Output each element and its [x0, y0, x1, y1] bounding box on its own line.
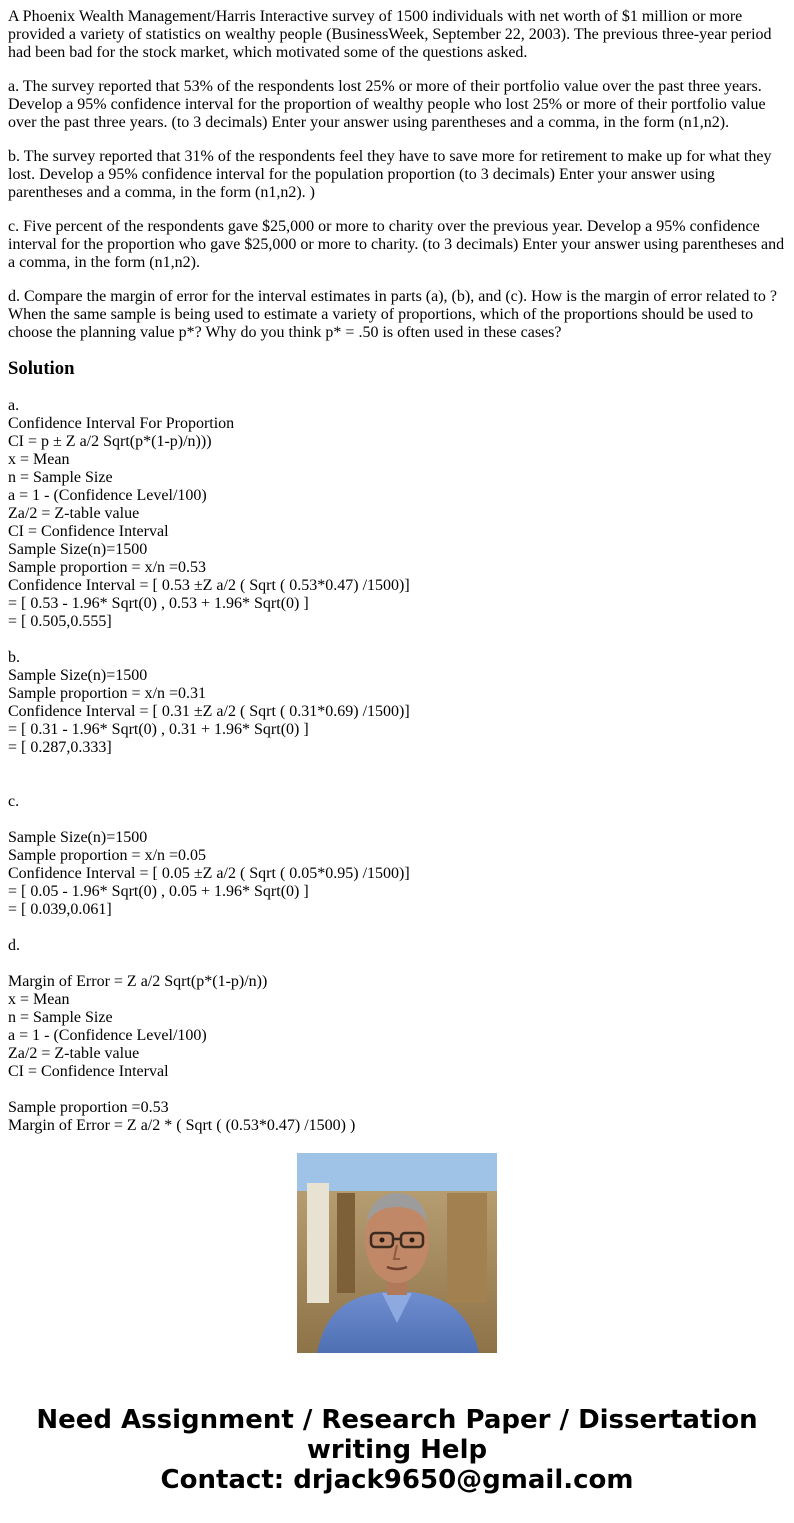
solution-line: = [ 0.05 - 1.96* Sqrt(0) , 0.05 + 1.96* Sqrt(0) ]	[8, 883, 309, 900]
solution-line: Confidence Interval = [ 0.05 ±Z a/2 ( Sqrt ( 0.05*0.95) /1500)]	[8, 865, 410, 882]
solution-line: Margin of Error = Z a/2 Sqrt(p*(1-p)/n))	[8, 973, 268, 990]
solution-line: a = 1 - (Confidence Level/100)	[8, 1027, 207, 1044]
solution-line	[8, 919, 786, 937]
solution-line: d.	[8, 937, 20, 954]
solution-line: Confidence Interval = [ 0.31 ±Z a/2 ( Sqrt ( 0.31*0.69) /1500)]	[8, 703, 410, 720]
solution-line: Confidence Interval For Proportion	[8, 415, 235, 432]
solution-line	[8, 811, 786, 829]
author-portrait-icon	[297, 1153, 497, 1353]
solution-line	[8, 1081, 786, 1099]
question-part-b: b. The survey reported that 31% of the respondents feel they have to save more for retirement to make up for what they lost. Develop a 95% confidence interval for the population proportion (to 3 decimals) Enter your answer using parentheses and a comma, in the form (n1,n2). )	[8, 148, 772, 201]
solution-line: = [ 0.039,0.061]	[8, 901, 112, 918]
solution-line: Sample Size(n)=1500	[8, 667, 148, 684]
solution-line: Sample proportion =0.53	[8, 1099, 169, 1116]
solution-line: CI = Confidence Interval	[8, 523, 169, 540]
promo-text	[0, 1405, 794, 1495]
solution-line: = [ 0.53 - 1.96* Sqrt(0) , 0.53 + 1.96* Sqrt(0) ]	[8, 595, 309, 612]
question-part-c: c. Five percent of the respondents gave $25,000 or more to charity over the previous year. Develop a 95% confidence interval for the proportion who gave $25,000 or more to charity. (to 3 decimals) Enter your answer using parentheses and a comma, in the form (n1,n2).	[8, 218, 785, 271]
solution-line: = [ 0.31 - 1.96* Sqrt(0) , 0.31 + 1.96* Sqrt(0) ]	[8, 721, 309, 738]
solution-line	[8, 757, 786, 775]
solution-line: Za/2 = Z-table value	[8, 1045, 140, 1062]
question-intro: A Phoenix Wealth Management/Harris Interactive survey of 1500 individuals with net worth of $1 million or more provided a variety of statistics on wealthy people (BusinessWeek, September 22, 2003). The previous three-year period had been bad for the stock market, which motivated some of the questions asked.	[8, 8, 772, 61]
solution-line: Sample proportion = x/n =0.05	[8, 847, 207, 864]
solution-line: CI = Confidence Interval	[8, 1063, 169, 1080]
solution-line: Za/2 = Z-table value	[8, 505, 140, 522]
solution-line: CI = p ± Z a/2 Sqrt(p*(1-p)/n)))	[8, 433, 212, 450]
solution-line: a.	[8, 397, 20, 414]
solution-line: = [ 0.287,0.333]	[8, 739, 112, 756]
author-avatar	[297, 1153, 497, 1353]
solution-line: Sample Size(n)=1500	[8, 829, 148, 846]
solution-heading: Solution	[8, 358, 75, 379]
solution-line: Sample proportion = x/n =0.31	[8, 685, 207, 702]
solution-line: b.	[8, 649, 20, 666]
solution-line: x = Mean	[8, 991, 70, 1008]
solution-line: Sample proportion = x/n =0.53	[8, 559, 207, 576]
solution-line: Confidence Interval = [ 0.53 ±Z a/2 ( Sqrt ( 0.53*0.47) /1500)]	[8, 577, 410, 594]
question-part-a: a. The survey reported that 53% of the respondents lost 25% or more of their portfolio value over the past three years. Develop a 95% confidence interval for the proportion of wealthy people who lost 25% or more of their portfolio value over the past three years. (to 3 decimals) Enter your answer using parentheses and a comma, in the form (n1,n2).	[8, 78, 766, 131]
solution-line	[8, 631, 786, 649]
solution-body	[8, 397, 786, 1134]
solution-line: a = 1 - (Confidence Level/100)	[8, 487, 207, 504]
solution-line	[8, 775, 786, 793]
question-part-d: d. Compare the margin of error for the interval estimates in parts (a), (b), and (c). How is the margin of error related to ? When the same sample is being used to estimate a variety of proportions, which of the proportions should be used to choose the planning value p*? Why do you think p* = .50 is often used in these cases?	[8, 288, 777, 341]
solution-line: Sample Size(n)=1500	[8, 541, 148, 558]
promo-line-2: writing Help	[306, 1435, 488, 1465]
promo-banner	[0, 1153, 794, 1495]
promo-line-3: Contact: drjack9650@gmail.com	[160, 1465, 634, 1495]
document-content	[8, 8, 786, 1134]
solution-line: n = Sample Size	[8, 469, 113, 486]
solution-line: n = Sample Size	[8, 1009, 113, 1026]
promo-line-1: Need Assignment / Research Paper / Dissertation	[36, 1405, 758, 1435]
solution-line: x = Mean	[8, 451, 70, 468]
solution-line: = [ 0.505,0.555]	[8, 613, 112, 630]
solution-line: Margin of Error = Z a/2 * ( Sqrt ( (0.53*0.47) /1500) )	[8, 1117, 356, 1134]
solution-line	[8, 955, 786, 973]
solution-line: c.	[8, 793, 20, 810]
